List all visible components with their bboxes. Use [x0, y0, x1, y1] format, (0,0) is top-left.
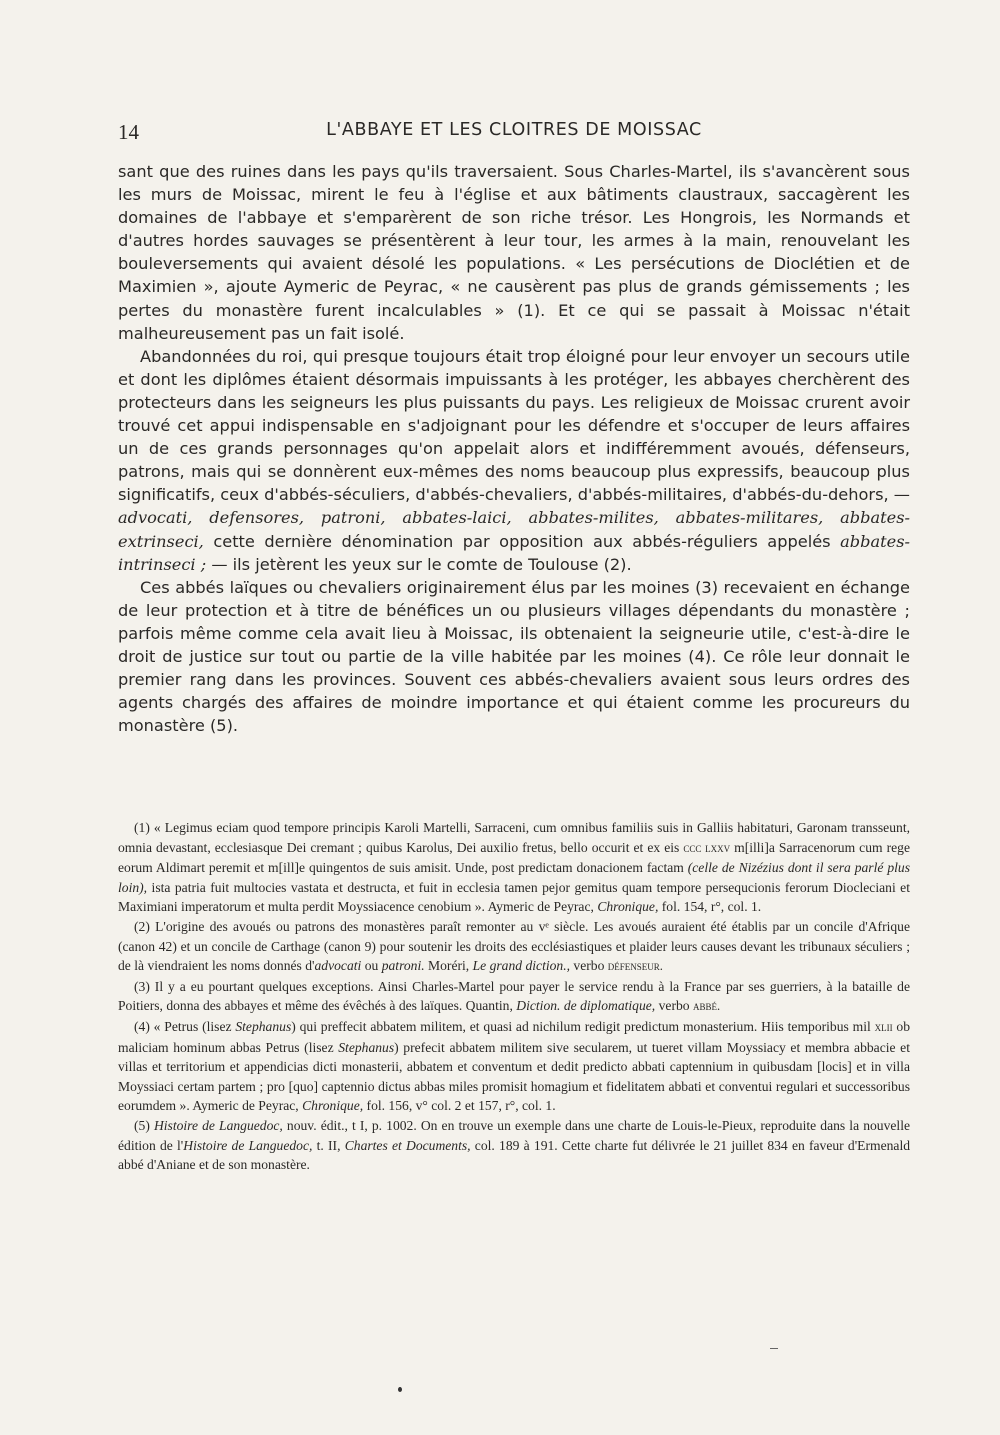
- footnote-3-text-b: verbo: [655, 998, 693, 1014]
- footnote-2-text-d: verbo: [570, 958, 608, 974]
- paragraph-2-latin-term-intrinseci: abbates-intrinseci ;: [118, 531, 910, 574]
- page-header: [118, 120, 910, 144]
- footnote-2-term-advocati: advocati: [314, 958, 362, 974]
- paragraph-2: [118, 345, 910, 576]
- footnote-1-source-title: Chronique,: [597, 899, 659, 915]
- footnote-4: [118, 1017, 910, 1116]
- footnote-2-text-b: ou: [361, 958, 382, 974]
- footnote-1-text-c: ista patria fuit multocies vastata et destructa, et fuit in ecclesia tamen pejor gemitus quam tempore persequcionis ferorum Diocleciani et Maximiani imperatorum et multa perdit Moyssiacence cenobium ». Aymeric de Peyrac,: [118, 879, 910, 915]
- footnote-1: [118, 818, 910, 917]
- footnote-4-text-e: fol. 156, v° col. 2 et 157, r°, col. 1.: [363, 1098, 556, 1114]
- footnote-2-verbo-term: défenseur.: [607, 959, 663, 974]
- footnote-5-text-b: nouv. édit., t I, p. 1002. On en trouve un exemple dans une charte de Louis-le-Pieux, reproduite dans la nouvelle édition de l': [118, 1117, 910, 1153]
- footnote-4-name-1: Stephanus: [235, 1018, 292, 1034]
- footnote-2: [118, 917, 910, 977]
- footnote-4-numeral: xlii: [874, 1019, 893, 1034]
- paragraph-3: Ces abbés laïques ou chevaliers originairement élus par les moines (3) recevaient en échange de leur protection et à titre de bénéfices un ou plusieurs villages dépendants du monastère ; parfois même comme cela avait lieu à Moissac, ils obtenaient la seigneurie utile, c'est-à-dire le droit de justice sur tout ou partie de la ville habitée par les moines (4). Ce rôle leur donnait le premier rang dans les provinces. Souvent ces abbés-chevaliers avaient sous leurs ordres des agents chargés des affaires de moindre importance et qui étaient comme les procureurs du monastère (5).: [118, 577, 910, 736]
- footnote-1-text-a: (1) « Legimus eciam quod tempore principis Karoli Martelli, Sarraceni, cum omnibus familiis suis in Galliis habitaturi, Garonam transseunt, omnia devastant, ecclesiasque Dei cremant ; quibus Karolus, Dei auxilio fretus, bello occurit et ex eis: [118, 820, 910, 855]
- footnote-5-text-d: col. 189 à 191. Cette charte fut délivrée le 21 juillet 834 en faveur d'Ermenald abbé d'Aniane et de son monastère.: [118, 1137, 911, 1173]
- paragraph-2-latin-terms: advocati, defensores, patroni, abbates-laici, abbates-milites, abbates-militares, abbates-extrinseci,: [118, 508, 910, 551]
- footnote-4-source-title: Chronique,: [302, 1098, 364, 1114]
- footnote-5-section-title: Chartes et Documents,: [344, 1137, 471, 1153]
- footnote-5-source-title-2: Histoire de Languedoc,: [183, 1137, 313, 1153]
- main-text: [118, 160, 910, 737]
- footnote-1-aside: (celle de Nizézius dont il sera parlé plus loin),: [118, 860, 910, 895]
- printing-mark-dash: [770, 1348, 778, 1349]
- footnote-3-text-a: (3) Il y a eu pourtant quelques exceptions. Ainsi Charles-Martel pour payer le service rendu à la France par ses guerriers, à la bataille de Poitiers, donna des abbayes et même des évêchés à des laïques. Quantin,: [118, 978, 910, 1014]
- page-number: 14: [118, 120, 139, 144]
- footnotes: [118, 818, 910, 1175]
- footnote-4-text-d: ) prefecit abbatem militem sive secularem, ut tueret villam Moyssiacy et membra abbacie et villas et territorium et appendicias dicti monasterii, abbatem et conventum et dedit predicto abbati captennium in quibusdam [locis] et in villa Moyssiaci certam partem ; pro [quo] captennio dictus abbas miles promisit homagium et fidelitatem abbati et conventui regulari et successoribus eorumdem ». Aymeric de Peyrac,: [118, 1039, 910, 1114]
- footnote-4-name-2: Stephanus: [338, 1039, 395, 1055]
- footnote-2-text-a: (2) L'origine des avoués ou patrons des monastères paraît remonter au vᵉ siècle. Les avoués auraient été établis par un concile d'Afrique (canon 42) et un concile de Carthage (canon 9) pour soutenir les droits des ecclésiastiques et plaider leurs causes devant les tribunaux séculiers ; de là viendraient les noms donnés d': [118, 918, 910, 974]
- running-title: L'ABBAYE ET LES CLOITRES DE MOISSAC: [326, 120, 702, 140]
- paragraph-2-text-a: Abandonnées du roi, qui presque toujours était trop éloigné pour leur envoyer un secours utile et dont les diplômes étaient désormais impuissants à les protéger, les abbayes cherchèrent des protecteurs dans les seigneurs les plus puissants du pays. Les religieux de Moissac crurent avoir trouvé cet appui indispensable en s'adjoignant pour les défendre et s'occuper de leurs affaires un de ces grands personnages qu'on appelait alors et indifféremment avoués, défenseurs, patrons, mais qui se donnèrent eux-mêmes des noms beaucoup plus expressifs, beaucoup plus significatifs, ceux d'abbés-séculiers, d'abbés-chevaliers, d'abbés-militaires, d'abbés-du-dehors, —: [118, 346, 910, 505]
- footnote-4-text-a: (4) « Petrus (lisez: [134, 1018, 236, 1034]
- footnote-2-source-title: Le grand diction.,: [472, 958, 571, 974]
- footnote-5-text-c: t. II,: [312, 1137, 345, 1153]
- footnote-3-verbo-term: abbé.: [692, 999, 721, 1014]
- paragraph-1: sant que des ruines dans les pays qu'ils traversaient. Sous Charles-Martel, ils s'avancèrent sous les murs de Moissac, mirent le feu à l'église et aux bâtiments claustraux, saccagèrent les domaines de l'abbaye et s'emparèrent de son riche trésor. Les Hongrois, les Normands et d'autres hordes sauvages se présentèrent à leur tour, les armes à la main, renouvelant les bouleversements qui avaient désolé les populations. « Les persécutions de Dioclétien et de Maximien », ajoute Aymeric de Peyrac, « ne causèrent pas plus de grands gémissements ; les pertes du monastère furent incalculables » (1). Et ce qui se passait à Moissac n'était malheureusement pas un fait isolé.: [118, 162, 910, 343]
- footnote-4-text-b: ) qui preffecit abbatem militem, et quasi ad nichilum redigit predictum monasterium. Hiis temporibus mil: [291, 1018, 875, 1034]
- footnote-1-text-b: m[illi]a Sarracenorum cum rege eorum Aldimart peremit et m[ill]e quingentos de suis amisit. Unde, post predictam donacionem factam: [118, 839, 910, 876]
- footnote-3: [118, 977, 910, 1017]
- footnote-5-text-a: (5): [134, 1117, 154, 1133]
- paragraph-2-text-c: — ils jetèrent les yeux sur le comte de Toulouse (2).: [206, 554, 632, 574]
- printing-mark-dot: [398, 1387, 402, 1392]
- footnote-5-source-title-1: Histoire de Languedoc,: [153, 1117, 283, 1133]
- footnote-1-numeral: ccc lxxv: [683, 840, 731, 855]
- footnote-2-term-patroni: patroni.: [381, 958, 425, 974]
- footnote-3-source-title: Diction. de diplomatique,: [516, 998, 656, 1014]
- footnote-5: [118, 1116, 910, 1175]
- footnote-1-text-d: fol. 154, r°, col. 1.: [658, 899, 762, 915]
- paragraph-2-text-b: cette dernière dénomination par opposition aux abbés-réguliers appelés: [203, 531, 841, 551]
- footnote-2-text-c: Moréri,: [424, 958, 473, 974]
- footnote-4-text-c: ob maliciam hominum abbas Petrus (lisez: [118, 1018, 910, 1055]
